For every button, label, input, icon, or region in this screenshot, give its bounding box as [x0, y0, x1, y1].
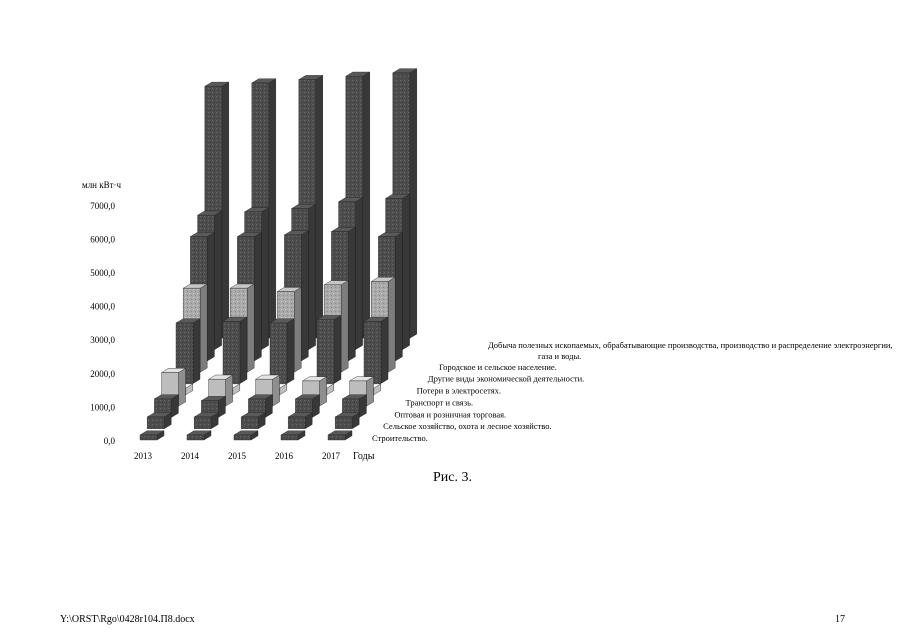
bar-side — [367, 377, 374, 406]
bar-side — [316, 75, 323, 338]
bar — [281, 431, 305, 440]
series-label: Оптовая и розничная торговая. — [394, 409, 507, 420]
bar-side — [287, 319, 294, 384]
bar-front — [147, 417, 164, 429]
footer-page-number: 17 — [835, 614, 845, 625]
bar-front — [317, 320, 334, 384]
y-tick-label: 0,0 — [103, 436, 115, 446]
y-tick-label: 3000,0 — [90, 335, 115, 346]
bar-side — [388, 277, 395, 372]
x-tick-label: 2017 — [322, 451, 340, 461]
y-tick-label: 2000,0 — [90, 368, 115, 379]
bar — [317, 315, 341, 383]
x-tick-label: 2016 — [275, 451, 293, 461]
bar-side — [403, 194, 410, 349]
x-tick-label: 2013 — [134, 451, 152, 461]
bar-side — [334, 315, 341, 383]
bar-side — [179, 368, 186, 406]
series-label: Добыча полезных ископаемых, обрабатывающие производства, производство и распределение электроэнергии, — [488, 340, 893, 350]
series-label: газа и воды. — [538, 351, 582, 361]
bar-side — [247, 284, 254, 372]
bar-side — [363, 72, 370, 338]
bar-side — [262, 208, 269, 350]
figure-caption: Рис. 3. — [433, 470, 472, 485]
bar — [223, 317, 247, 383]
bar — [241, 413, 265, 429]
bar-front — [288, 417, 305, 429]
bar — [234, 431, 258, 440]
bar — [335, 413, 359, 429]
bar-front — [194, 417, 211, 429]
bar-front — [223, 321, 240, 383]
bar-side — [215, 211, 222, 350]
y-tick-label: 6000,0 — [90, 234, 115, 245]
bar-front — [281, 435, 298, 440]
bar-front — [270, 323, 287, 383]
bar-front — [328, 435, 345, 440]
y-tick-label: 7000,0 — [90, 200, 115, 211]
bar-side — [395, 232, 402, 361]
bar-front — [140, 435, 157, 440]
bar-side — [226, 375, 233, 406]
bar-side — [356, 198, 363, 350]
series-label: Другие виды экономической деятельности. — [427, 373, 585, 384]
bar — [140, 431, 164, 440]
footer-file-path: Y:\ORST\Rgo\0428r104.П8.docx — [60, 614, 195, 625]
bar-side — [341, 281, 348, 373]
bar — [187, 431, 211, 440]
y-axis-label: млн кВт·ч — [82, 180, 122, 190]
bar-front — [187, 435, 204, 440]
bar — [270, 319, 294, 384]
bar — [364, 317, 388, 383]
bar — [328, 431, 352, 440]
bar-side — [254, 232, 261, 361]
bar-side — [301, 231, 308, 361]
series-label: Городское и сельское население. — [438, 361, 557, 372]
y-tick-label: 4000,0 — [90, 301, 115, 312]
series-label: Строительство. — [372, 433, 428, 443]
bar-side — [269, 79, 276, 339]
bar-side — [320, 377, 327, 406]
bar-side — [381, 317, 388, 383]
bar — [147, 413, 171, 429]
x-axis-label: Годы — [353, 451, 375, 462]
bar-side — [222, 82, 229, 338]
bar-side — [200, 284, 207, 372]
bar-front — [241, 417, 258, 429]
bar-side — [348, 227, 355, 361]
series-label: Потери в электросетях. — [416, 385, 502, 396]
bar — [288, 413, 312, 429]
y-tick-label: 1000,0 — [90, 402, 115, 413]
bar-side — [207, 232, 214, 361]
x-tick-label: 2014 — [181, 451, 199, 461]
x-tick-label: 2015 — [228, 451, 246, 461]
bar-side — [294, 287, 301, 372]
bar-side — [309, 204, 316, 349]
bar-front — [234, 435, 251, 440]
bar-side — [273, 375, 280, 406]
bar-side — [410, 69, 417, 339]
bar-side — [193, 319, 200, 384]
bar-front — [335, 417, 352, 429]
bar — [194, 413, 218, 429]
bar-side — [240, 317, 247, 383]
y-tick-label: 5000,0 — [90, 268, 115, 278]
series-label: Транспорт и связь. — [405, 397, 474, 408]
bar-front — [364, 321, 381, 383]
series-label: Сельское хозяйство, охота и лесное хозяйство. — [383, 421, 552, 432]
